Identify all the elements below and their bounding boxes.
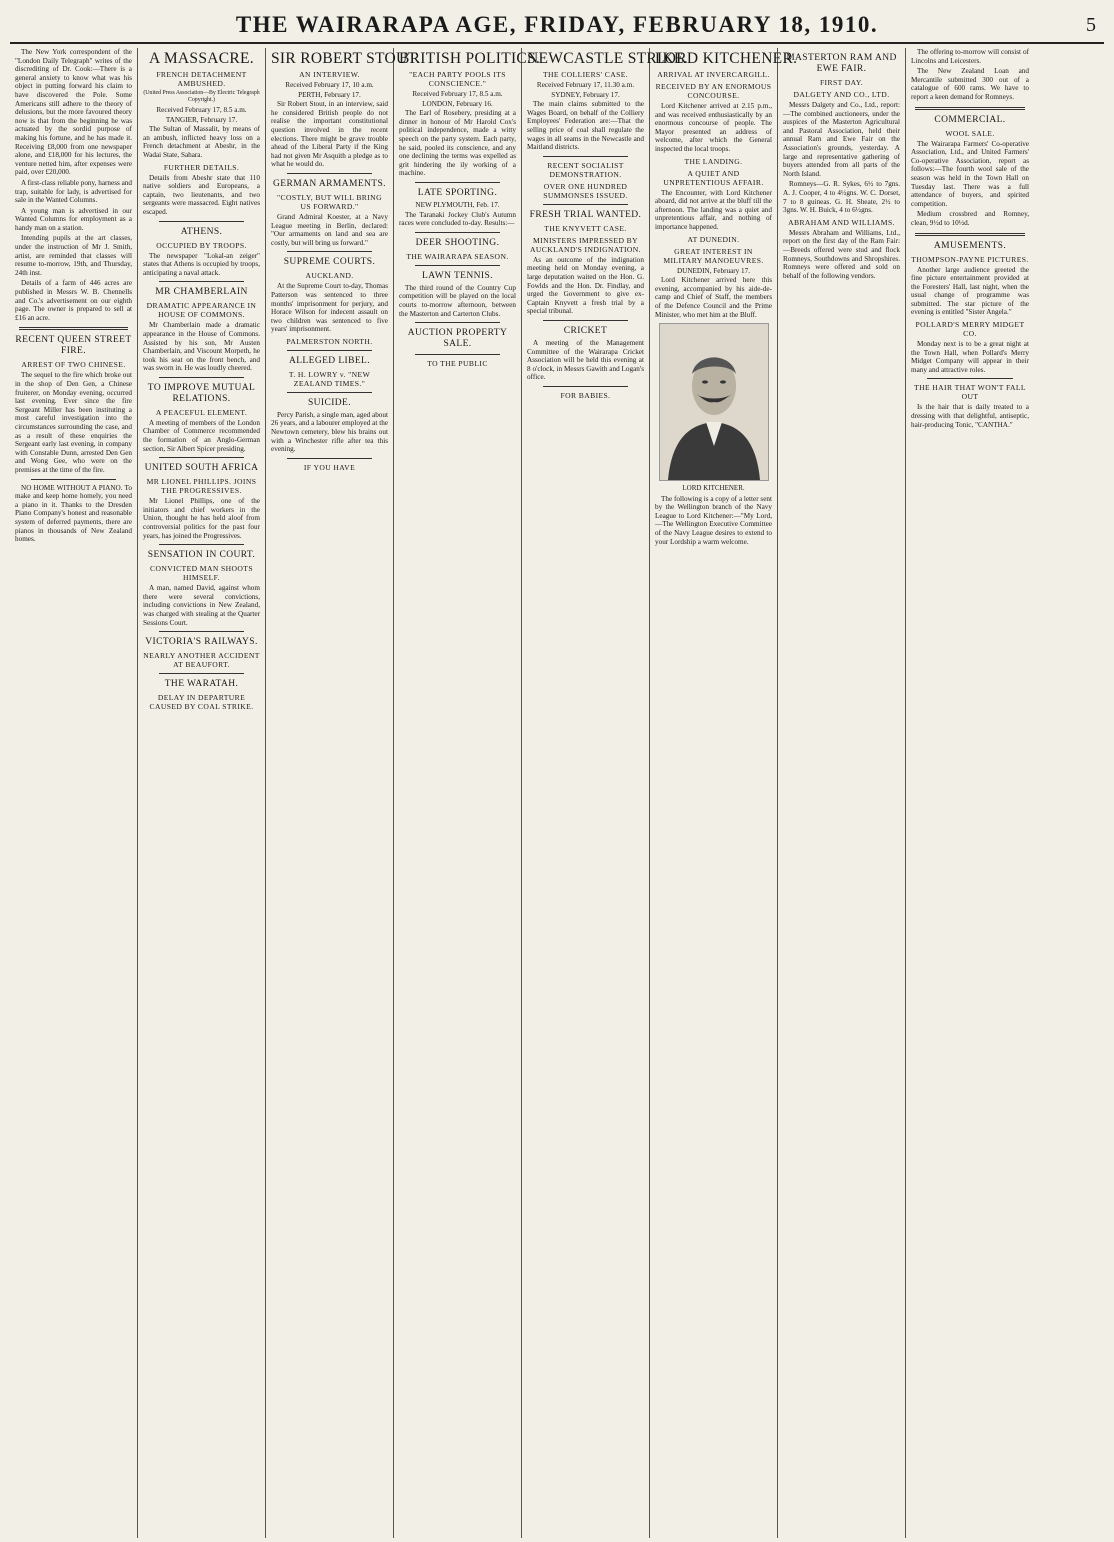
dateline-place: TANGIER, February 17. [165, 115, 238, 124]
headline-massacre: A MASSACRE. [149, 50, 254, 67]
subhead-dunedin: AT DUNEDIN. [687, 234, 740, 244]
subhead-palmerston: PALMERSTON NORTH. [286, 336, 373, 346]
divider [159, 544, 244, 545]
divider [927, 378, 1013, 379]
headline-relations: TO IMPROVE MUTUAL RELATIONS. [147, 382, 256, 404]
column-3 [266, 48, 421, 1538]
column-2 [138, 48, 266, 1538]
subhead-strike: THE COLLIERS' CASE. [542, 70, 629, 79]
divider [287, 173, 372, 174]
column-8 [906, 48, 1034, 1538]
subhead-pictures: THOMPSON-PAYNE PICTURES. [911, 254, 1029, 264]
headline-sensation: SENSATION IN COURT. [147, 550, 256, 561]
divider [415, 354, 500, 355]
kitchener-portrait [659, 323, 769, 481]
subhead-relations: A PEACEFUL ELEMENT. [155, 407, 248, 417]
article-paragraph: Percy Parish, a single man, aged about 26 years, and a labourer employed at the Newtown cemetery, blew his brains out with a Winchester rifle after tea this evening. [271, 410, 388, 454]
divider [287, 392, 372, 393]
article-paragraph: The main claims submitted to the Wages Board, on behalf of the Colliery Employees' Federation are:—That the selling price of coal shall regulate the wages in all seams in the Newcastle and Maitland districts. [527, 100, 644, 152]
advertisement-heading: TO THE PUBLIC [427, 359, 488, 369]
divider [287, 458, 372, 459]
article-paragraph: A meeting of the Management Committee of the Wairarapa Cricket Association will be held this evening at 8 o'clock, in Messrs Gawith and Logan's office. [527, 338, 644, 382]
divider [159, 457, 244, 458]
column-1 [10, 48, 138, 1538]
subhead-waratah: DELAY IN DEPARTURE CAUSED BY COAL STRIKE. [149, 693, 254, 712]
headline-railways: VICTORIA'S RAILWAYS. [145, 637, 258, 648]
headline-libel: ALLEGED LIBEL. [288, 355, 371, 366]
subhead-libel: T. H. LOWRY v. "NEW ZEALAND TIMES." [288, 369, 371, 388]
article-paragraph: Messrs Dalgety and Co., Ltd., report:—The combined auctioneers, under the auspices of the Masterton Agricultural and Pastoral Association, held their annual Ram and Ewe Fair on the Association's grounds, yesterday. A large and representative gathering of buyers attended from all parts of the North Island. [783, 101, 900, 178]
subhead-chamberlain: DRAMATIC APPEARANCE IN HOUSE OF COMMONS. [146, 301, 257, 320]
article-paragraph: The Encounter, with Lord Kitchener aboard, did not arrive at the bluff till the afternoon. The landing was a quiet and unpretentious affair, and nothing of importance happened. [655, 188, 772, 231]
subhead-sensation: CONVICTED MAN SHOOTS HIMSELF. [150, 564, 253, 583]
subhead-wool-sale: WOOL SALE. [945, 128, 995, 138]
newspaper-title: THE WAIRARAPA AGE, FRIDAY, FEBRUARY 18, 1910. [235, 12, 879, 37]
article-paragraph: Mr Chamberlain made a dramatic appearance in the House of Commons. Assisted by his son, Mr Austen Chamberlain, and Viscount Morpeth, he took his seat on the front bench, and was sworn in. He was loudly cheered. [143, 321, 260, 373]
headline-politics: BRITISH POLITICS. [399, 50, 541, 67]
divider [159, 377, 244, 378]
received-date: Received February 17, 8.5 a.m. [412, 90, 503, 98]
divider [415, 265, 500, 266]
article-paragraph: Lord Kitchener arrived at 2.15 p.m., and was received enthusiastically by an enormous concourse of people. The Mayor presented an address of welcome, after which the General inspected the local troops. [655, 102, 772, 153]
subhead-massacre: FRENCH DETACHMENT AMBUSHED. [156, 70, 247, 88]
divider [415, 232, 500, 233]
advertisement-heading: FOR BABIES. [560, 390, 611, 400]
article-paragraph: The New York correspondent of the "London Daily Telegraph" writes of the discrediting of Dr. Cook:—There is a general anxiety to know what was his object in putting forward his claim to have discovered the Pole. Some Americans still adhere to the theory of delusions, but the more favoured theory now is that from the beginning he was actuated by the sordid purpose of making his fortune, and he has made it. Receiving £8,000 from one newspaper alone, and £18,000 for his lectures, the venture netted him, after expenses were paid, over £20,000. [15, 48, 132, 177]
headline-athens: ATHENS. [180, 226, 223, 237]
headline-kitchener: LORD KITCHENER. [655, 50, 798, 67]
portrait-illustration [660, 324, 768, 480]
article-paragraph: Grand Admiral Koester, at a Navy League meeting in Berlin, declared: "Our armaments on land and sea are costly, but will bring us forward." [271, 212, 388, 247]
headline-ram-fair: MASTERTON RAM AND EWE FAIR. [786, 53, 897, 74]
headline-trial: FRESH TRIAL WANTED. [529, 209, 642, 220]
divider [543, 320, 628, 321]
subhead-first-day: FIRST DAY. [819, 78, 864, 87]
article-paragraph: Monday next is to be a great night at the Town Hall, when Pollard's Merry Midget Company will appear in their many and attractive roles. [911, 340, 1029, 374]
subhead-abraham-williams: ABRAHAM AND WILLIAMS. [788, 217, 895, 227]
subhead-fire: ARREST OF TWO CHINESE. [21, 360, 126, 370]
column-7 [778, 48, 906, 1538]
subhead-dalgety: DALGETY AND CO., LTD. [793, 90, 890, 99]
article-paragraph: Details of a farm of 446 acres are published in Messrs W. B. Chennells and Co.'s advertisement on our eighth page. The owner is prepared to sell at £16 an acre. [15, 279, 132, 322]
article-paragraph: Sir Robert Stout, in an interview, said he considered British people do not realise the important constitutional question involved in the recent elections. There might be grave trouble ahead of the Liberal Party if the King had not given Mr Asquith a pledge as to what he would do. [271, 100, 388, 169]
divider [159, 281, 244, 282]
columns [10, 48, 1104, 1538]
article-paragraph: Mr Lionel Phillips, one of the initiators and chief workers in the Union, thought he has held aloof from controversial politics for the past four years, has joined the Progressives. [143, 497, 260, 540]
headline-stout: SIR ROBERT STOUT. [271, 50, 421, 67]
masthead [10, 8, 1104, 44]
divider [159, 673, 244, 674]
headline-tennis: LAWN TENNIS. [422, 270, 493, 281]
article-paragraph: Lord Kitchener arrived here this evening, accompanied by his aide-de-camp and Chief of Staff, the members of the Defence Council and the Prime Minister, who met him at the Bluff. [655, 276, 772, 319]
article-paragraph: Another large audience greeted the fine picture entertainment provided at the Foresters' Hall, last night, when the usual change of programme was submitted. The star picture of the evening is entitled "Sister Angela." [911, 265, 1029, 317]
portrait-caption: LORD KITCHENER. [682, 484, 745, 493]
advertisement-heading: IF YOU HAVE [303, 462, 356, 472]
headline-sporting: LATE SPORTING. [417, 187, 498, 198]
advertisement-cantha: Is the hair that is daily treated to a dressing with that delightful, antiseptic, hair-producing Tonic, "CANTHA." [911, 403, 1029, 429]
article-paragraph: The sequel to the fire which broke out in the shop of Den Gen, a Chinese fruiterer, on Monday evening, occurred last evening. Ever since the fire Sergeant Miller has been instituting a most careful investigation into the circumstances surrounding the case, and as a result of these enquiries the Sergeant early last evening, in company with Constable Dunn, arrested Den Gen and Wong Gee, who were on the premises at the time of the fire. [15, 371, 132, 474]
subhead-further-details: FURTHER DETAILS. [163, 162, 240, 172]
subhead-stout: AN INTERVIEW. [299, 70, 360, 79]
subhead-courts: AUCKLAND. [305, 271, 354, 281]
divider [543, 156, 628, 157]
divider [915, 107, 1025, 110]
headline-chamberlain: MR CHAMBERLAIN [155, 287, 248, 298]
article-paragraph: The following is a copy of a letter sent by the Wellington branch of the Navy League to Lord Kitchener:—"My Lord,—The Wellington Executive Committee of the Navy League desires to extend to your Lordship a warm welcome. [655, 494, 772, 546]
dateline-place: NEW PLYMOUTH, Feb. 17. [415, 200, 500, 209]
article-paragraph: The newspaper "Lokal-an zeiger" states that Athens is occupied by troops, anticipating a naval attack. [143, 251, 260, 277]
subhead-knyvett: THE KNYVETT CASE. [544, 223, 627, 233]
column-5 [522, 48, 688, 1538]
headline-amusements: AMUSEMENTS. [933, 240, 1007, 251]
wire-credit: (United Press Association—By Electric Telegraph Copyright.) [143, 90, 260, 103]
divider [159, 221, 244, 222]
subhead-deer: THE WAIRARAPA SEASON. [406, 251, 509, 261]
subhead-south-africa: MR LIONEL PHILLIPS. JOINS THE PROGRESSIVES. [146, 477, 257, 496]
article-paragraph: A meeting of members of the London Chamber of Commerce recommended the formation of an Anglo-German section, Sir Albert Spicer presiding. [143, 418, 260, 453]
subhead-socialist: RECENT SOCIALIST DEMONSTRATION. [547, 160, 624, 179]
column-4 [394, 48, 541, 1538]
subhead-german: "COSTLY, BUT WILL BRING US FORWARD." [277, 192, 382, 211]
article-paragraph: Details from Abeshr state that 110 native soldiers and Europeans, a captain, two lieutenants, and two sergeants were massacred. Eight natives escaped. [143, 173, 260, 216]
dateline-place: LONDON, February 16. [422, 99, 493, 108]
subhead-summonses: OVER ONE HUNDRED SUMMONSES ISSUED. [543, 181, 628, 200]
article-paragraph: The Earl of Rosebery, presiding at a dinner in honour of Mr Harold Cox's political independence, made a witty speech on the party system. Each party, he said, pooled its conscience, and any one declining the terms was expelled as grit hindering the ily working of a machine. [399, 109, 516, 178]
divider [543, 204, 628, 205]
headline-cricket: CRICKET [563, 325, 608, 336]
article-paragraph: Intending pupils at the art classes, under the instruction of Mr J. Smith, artist, are reminded that classes will resume to-morrow, 19th, and Thursday, 24th inst. [15, 234, 132, 277]
headline-suicide: SUICIDE. [307, 397, 352, 408]
divider [915, 233, 1025, 236]
article-paragraph: Medium crossbred and Romney, clean, 9½d to 10½d. [911, 210, 1029, 227]
subhead-arrival: ARRIVAL AT INVERCARGILL. [657, 70, 770, 79]
article-paragraph: A man, named David, against whom there were several convictions, including convictions in New Zealand, was charged with stealing at the Quarter Sessions Court. [143, 584, 260, 627]
article-paragraph: The Wairarapa Farmers' Co-operative Association, Ltd., and United Farmers' Co-operative Association, report as follows:—The fourth wool sale of the season was held in the Town Hall on Tuesday last. There was a full attendance of buyers, and spirited competition. [911, 139, 1029, 208]
subhead-landing: THE LANDING. [684, 156, 743, 166]
headline-south-africa: UNITED SOUTH AFRICA [144, 463, 259, 474]
headline-deer: DEER SHOOTING. [415, 237, 500, 248]
subhead-athens: OCCUPIED BY TROOPS. [156, 240, 247, 250]
article-paragraph: Romneys—G. R. Sykes, 6½ to 7gns. A. J. Cooper, 4 to 4½gns. W. C. Dorset, 7 to 8 guineas. G. H. Sheate, 2½ to 3gns. W. H. Buick, 4 to 6½gns. [783, 180, 900, 215]
article-paragraph: As an outcome of the indignation meeting held on Monday evening, a large deputation waited on the Hon. G. Fowlds and the Hon. Dr. Findlay, and urged the Government to give ex-Captain Knyvett a fresh trial by a special tribunal. [527, 255, 644, 316]
article-paragraph: Messrs Abraham and Williams, Ltd., report on the first day of the Ram Fair:—Breeds offered were stud and flock Romneys, Southdowns and Shropshires. Romneys were offered and sold on behalf of the following vendors. [783, 228, 900, 280]
received-date: Received February 17, 11.30 a.m. [536, 81, 635, 89]
divider [543, 386, 628, 387]
headline-waratah: THE WARATAH. [164, 679, 239, 690]
divider [415, 322, 500, 323]
article-paragraph: A first-class reliable pony, harness and trap, suitable for lady, is advertised for sale in the Wanted Columns. [15, 178, 132, 205]
subhead-midget: POLLARD'S MERRY MIDGET CO. [915, 320, 1025, 339]
divider [159, 631, 244, 632]
subhead-quiet: A QUIET AND UNPRETENTIOUS AFFAIR. [663, 168, 764, 187]
divider [19, 327, 128, 330]
divider [287, 350, 372, 351]
page-number: 5 [1086, 14, 1096, 36]
column-6 [650, 48, 798, 1538]
dateline-place: PERTH, February 17. [298, 90, 361, 99]
article-paragraph: The New Zealand Loan and Mercantile submitted 300 out of a catalogue of 600 rams. We have to report a keen demand for Romneys. [911, 67, 1029, 101]
article-paragraph: The third round of the Country Cup competition will be played on the local courts to-morrow afternoon, between the Masterton and Carterton Clubs. [399, 283, 516, 318]
article-paragraph: The offering to-morrow will consist of Lincolns and Leicesters. [911, 48, 1029, 65]
subhead-ministers: MINISTERS IMPRESSED BY AUCKLAND'S INDIGNATION. [530, 235, 641, 254]
subhead-hair: THE HAIR THAT WON'T FALL OUT [914, 383, 1026, 402]
divider [31, 479, 116, 480]
subhead-politics: "EACH PARTY POOLS ITS CONSCIENCE." [409, 70, 506, 88]
subhead-manoeuvres: GREAT INTEREST IN MILITARY MANOEUVRES. [663, 246, 764, 265]
dateline-place: SYDNEY, February 17. [551, 90, 620, 99]
headline-auction: AUCTION PROPERTY SALE. [407, 328, 508, 350]
subhead-received: RECEIVED BY AN ENORMOUS CONCOURSE. [655, 82, 772, 100]
advertisement-piano: NO HOME WITHOUT A PIANO. To make and keep home homely, you need a piano in it. Thanks to the Dresden Piano Company's honest and reasonable system of deferred payments, there are pianos in thousands of New Zealand homes. [15, 483, 132, 544]
article-paragraph: A young man is advertised in our Wanted Columns for employment as a handy man on a station. [15, 206, 132, 232]
received-date: Received February 17, 8.5 a.m. [156, 106, 247, 114]
subhead-railways: NEARLY ANOTHER ACCIDENT AT BEAUFORT. [143, 651, 260, 670]
received-date: Received February 17, 10 a.m. [285, 81, 374, 89]
divider [415, 182, 500, 183]
article-paragraph: The Sultan of Massalit, by means of an ambush, inflicted heavy loss on a French detachment at Abeshr, in the Wadai State, Sahara. [143, 125, 260, 159]
divider [287, 251, 372, 252]
headline-strike: NEWCASTLE STRIKE. [527, 50, 688, 67]
article-paragraph: At the Supreme Court to-day, Thomas Patterson was sentenced to three months' imprisonment for perjury, and Horace Wilson for indecent assault on two children was sentenced to five years' imprisonment. [271, 282, 388, 334]
article-paragraph: The Taranaki Jockey Club's Autumn races were concluded to-day. Results:— [399, 210, 516, 228]
headline-courts: SUPREME COURTS. [283, 257, 376, 268]
headline-commercial: COMMERCIAL. [934, 114, 1006, 125]
headline-german: GERMAN ARMAMENTS. [273, 178, 386, 189]
dateline-place: DUNEDIN, February 17. [676, 266, 751, 275]
headline-fire: RECENT QUEEN STREET FIRE. [15, 335, 132, 357]
